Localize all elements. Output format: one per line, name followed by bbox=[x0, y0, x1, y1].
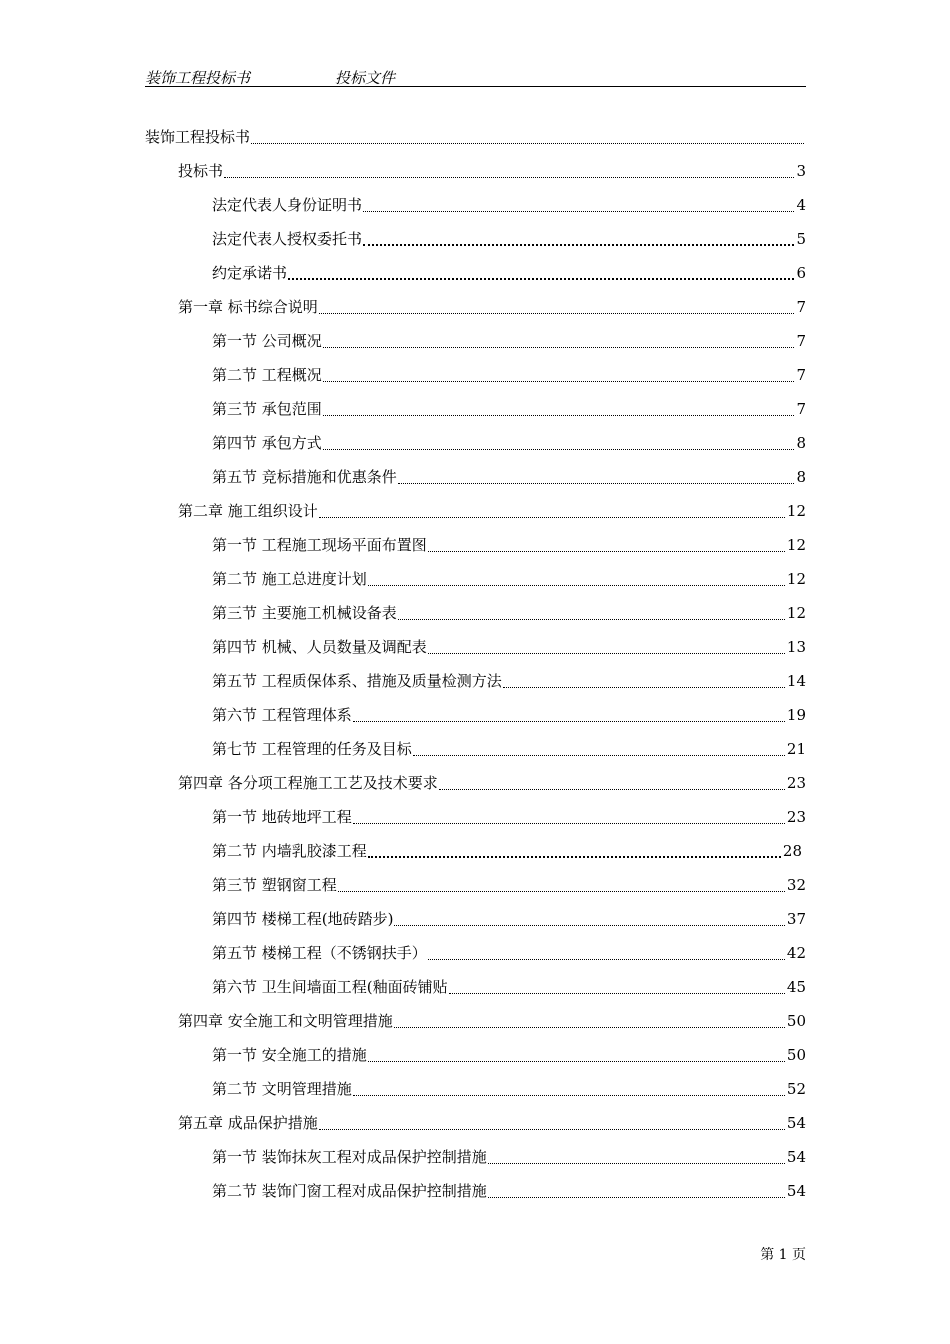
toc-dot-leader bbox=[338, 891, 785, 892]
header-document-title: 装饰工程投标书 bbox=[145, 69, 251, 87]
toc-entry[interactable] bbox=[178, 1112, 806, 1134]
toc-entry[interactable] bbox=[212, 1078, 806, 1100]
toc-dot-leader bbox=[363, 244, 794, 246]
toc-entry-title: 第四章 安全施工和文明管理措施 bbox=[178, 1012, 393, 1030]
toc-entry[interactable] bbox=[212, 806, 806, 828]
toc-entry-title: 约定承诺书 bbox=[212, 264, 288, 282]
toc-entry-title: 第一章 标书综合说明 bbox=[178, 298, 318, 316]
toc-entry-page: 5 bbox=[796, 230, 806, 248]
toc-entry-title: 第六节 工程管理体系 bbox=[212, 706, 352, 724]
toc-entry-title: 第四章 各分项工程施工工艺及技术要求 bbox=[178, 774, 438, 792]
toc-entry-title: 第一节 地砖地坪工程 bbox=[212, 808, 352, 826]
toc-dot-leader bbox=[353, 823, 785, 824]
page-header bbox=[145, 64, 806, 87]
toc-entry-title: 第六节 卫生间墙面工程(釉面砖铺贴 bbox=[212, 978, 448, 996]
toc-dot-leader bbox=[224, 177, 794, 178]
toc-entry-title: 第七节 工程管理的任务及目标 bbox=[212, 740, 412, 758]
toc-entry-page: 12 bbox=[786, 502, 806, 520]
toc-entry[interactable] bbox=[212, 364, 806, 386]
toc-entry-title: 第二节 文明管理措施 bbox=[212, 1080, 352, 1098]
toc-entry-title: 第一节 公司概况 bbox=[212, 332, 322, 350]
toc-entry[interactable] bbox=[212, 534, 806, 556]
toc-entry[interactable] bbox=[212, 738, 806, 760]
toc-entry[interactable] bbox=[212, 1180, 806, 1202]
toc-entry[interactable] bbox=[212, 466, 806, 488]
toc-entry-title: 法定代表人身份证明书 bbox=[212, 196, 363, 214]
toc-entry[interactable] bbox=[212, 908, 806, 930]
toc-entry[interactable] bbox=[212, 194, 806, 216]
toc-entry-page: 54 bbox=[786, 1148, 806, 1166]
toc-entry-title: 第三节 承包范围 bbox=[212, 400, 322, 418]
toc-entry-page: 6 bbox=[796, 264, 806, 282]
toc-entry-page: 13 bbox=[786, 638, 806, 656]
toc-dot-leader bbox=[428, 551, 785, 552]
toc-entry[interactable] bbox=[178, 772, 806, 794]
toc-entry[interactable] bbox=[212, 670, 806, 692]
toc-dot-leader bbox=[394, 1027, 785, 1028]
toc-dot-leader bbox=[323, 381, 795, 382]
toc-dot-leader bbox=[428, 959, 785, 960]
toc-entry-page: 12 bbox=[786, 604, 806, 622]
toc-dot-leader bbox=[488, 1163, 785, 1164]
toc-entry-title: 第四节 机械、人员数量及调配表 bbox=[212, 638, 427, 656]
toc-entry-page: 28 bbox=[782, 842, 802, 860]
toc-entry-page: 3 bbox=[796, 162, 806, 180]
toc-entry-title: 第二节 工程概况 bbox=[212, 366, 322, 384]
toc-entry-title: 第五节 楼梯工程（不锈钢扶手） bbox=[212, 944, 427, 962]
toc-entry-page: 54 bbox=[786, 1114, 806, 1132]
toc-dot-leader bbox=[449, 993, 785, 994]
toc-entry-page: 19 bbox=[786, 706, 806, 724]
toc-entry-title: 第三节 主要施工机械设备表 bbox=[212, 604, 397, 622]
toc-entry-title: 第五章 成品保护措施 bbox=[178, 1114, 318, 1132]
toc-entry[interactable] bbox=[212, 1044, 806, 1066]
toc-entry-title: 第一节 装饰抹灰工程对成品保护控制措施 bbox=[212, 1148, 487, 1166]
toc-dot-leader bbox=[319, 517, 785, 518]
toc-entry[interactable] bbox=[212, 942, 806, 964]
toc-entry[interactable] bbox=[212, 602, 806, 624]
toc-entry-page: 23 bbox=[786, 774, 806, 792]
toc-entry-page: 8 bbox=[796, 468, 806, 486]
toc-entry-title: 第二节 施工总进度计划 bbox=[212, 570, 367, 588]
toc-dot-leader bbox=[319, 313, 795, 314]
toc-entry-page: 50 bbox=[786, 1046, 806, 1064]
toc-dot-leader bbox=[368, 856, 781, 858]
toc-entry-title: 第五节 工程质保体系、措施及质量检测方法 bbox=[212, 672, 502, 690]
toc-entry-page: 37 bbox=[786, 910, 806, 928]
toc-dot-leader bbox=[394, 925, 784, 926]
toc-entry[interactable] bbox=[212, 330, 806, 352]
toc-entry[interactable] bbox=[178, 160, 806, 182]
page-number: 第 1 页 bbox=[760, 1247, 806, 1263]
toc-dot-leader bbox=[323, 347, 795, 348]
toc-entry-title: 第四节 楼梯工程(地砖踏步) bbox=[212, 910, 394, 928]
toc-entry-page: 52 bbox=[786, 1080, 806, 1098]
toc-dot-leader bbox=[323, 449, 795, 450]
toc-entry[interactable] bbox=[212, 704, 806, 726]
toc-entry[interactable] bbox=[212, 636, 806, 658]
toc-entry[interactable] bbox=[212, 840, 802, 862]
toc-entry[interactable] bbox=[212, 398, 806, 420]
toc-entry[interactable] bbox=[145, 126, 806, 148]
toc-entry-page: 42 bbox=[786, 944, 806, 962]
toc-dot-leader bbox=[503, 687, 785, 688]
toc-dot-leader bbox=[353, 1095, 785, 1096]
toc-dot-leader bbox=[368, 1061, 785, 1062]
toc-dot-leader bbox=[439, 789, 785, 790]
toc-entry-title: 法定代表人授权委托书 bbox=[212, 230, 363, 248]
toc-entry[interactable] bbox=[178, 296, 806, 318]
toc-dot-leader bbox=[488, 1197, 785, 1198]
toc-dot-leader bbox=[413, 755, 785, 756]
toc-dot-leader bbox=[368, 585, 785, 586]
toc-entry-title: 第二节 内墙乳胶漆工程 bbox=[212, 842, 367, 860]
toc-entry[interactable] bbox=[178, 500, 806, 522]
toc-entry-title: 第二章 施工组织设计 bbox=[178, 502, 318, 520]
toc-entry-page: 45 bbox=[786, 978, 806, 996]
toc-entry[interactable] bbox=[212, 262, 806, 284]
toc-dot-leader bbox=[398, 619, 785, 620]
toc-entry-page: 7 bbox=[796, 400, 806, 418]
toc-entry-page: 32 bbox=[786, 876, 806, 894]
header-section-title: 投标文件 bbox=[335, 69, 396, 87]
toc-entry-page: 14 bbox=[786, 672, 806, 690]
toc-entry[interactable] bbox=[212, 432, 806, 454]
toc-entry[interactable] bbox=[212, 228, 806, 250]
toc-dot-leader bbox=[251, 143, 804, 144]
toc-entry-page: 7 bbox=[796, 332, 806, 350]
toc-entry-page: 50 bbox=[786, 1012, 806, 1030]
toc-dot-leader bbox=[319, 1129, 785, 1130]
toc-entry-title: 第三节 塑钢窗工程 bbox=[212, 876, 337, 894]
toc-entry[interactable] bbox=[212, 976, 806, 998]
toc-entry-page: 23 bbox=[786, 808, 806, 826]
toc-dot-leader bbox=[398, 483, 795, 484]
toc-dot-leader bbox=[323, 415, 795, 416]
toc-entry[interactable] bbox=[212, 874, 806, 896]
toc-entry-page: 8 bbox=[796, 434, 806, 452]
toc-entry-page: 7 bbox=[796, 298, 806, 316]
toc-entry-title: 第一节 工程施工现场平面布置图 bbox=[212, 536, 427, 554]
toc-entry-title: 第二节 装饰门窗工程对成品保护控制措施 bbox=[212, 1182, 487, 1200]
toc-dot-leader bbox=[353, 721, 785, 722]
toc-entry-page: 4 bbox=[796, 196, 806, 214]
toc-entry-title: 第四节 承包方式 bbox=[212, 434, 322, 452]
toc-entry-page: 21 bbox=[786, 740, 806, 758]
toc-entry-page: 12 bbox=[786, 536, 806, 554]
toc-entry-title: 第一节 安全施工的措施 bbox=[212, 1046, 367, 1064]
toc-dot-leader bbox=[428, 653, 785, 654]
toc-entry-page: 12 bbox=[786, 570, 806, 588]
toc-entry[interactable] bbox=[212, 568, 806, 590]
toc-dot-leader bbox=[288, 278, 794, 280]
toc-entry-title: 投标书 bbox=[178, 162, 224, 180]
toc-entry-page: 7 bbox=[796, 366, 806, 384]
toc-entry-title: 装饰工程投标书 bbox=[145, 128, 251, 146]
toc-entry[interactable] bbox=[212, 1146, 806, 1168]
toc-entry-title: 第五节 竞标措施和优惠条件 bbox=[212, 468, 397, 486]
toc-dot-leader bbox=[363, 211, 794, 212]
toc-entry-page: 54 bbox=[786, 1182, 806, 1200]
toc-entry[interactable] bbox=[178, 1010, 806, 1032]
